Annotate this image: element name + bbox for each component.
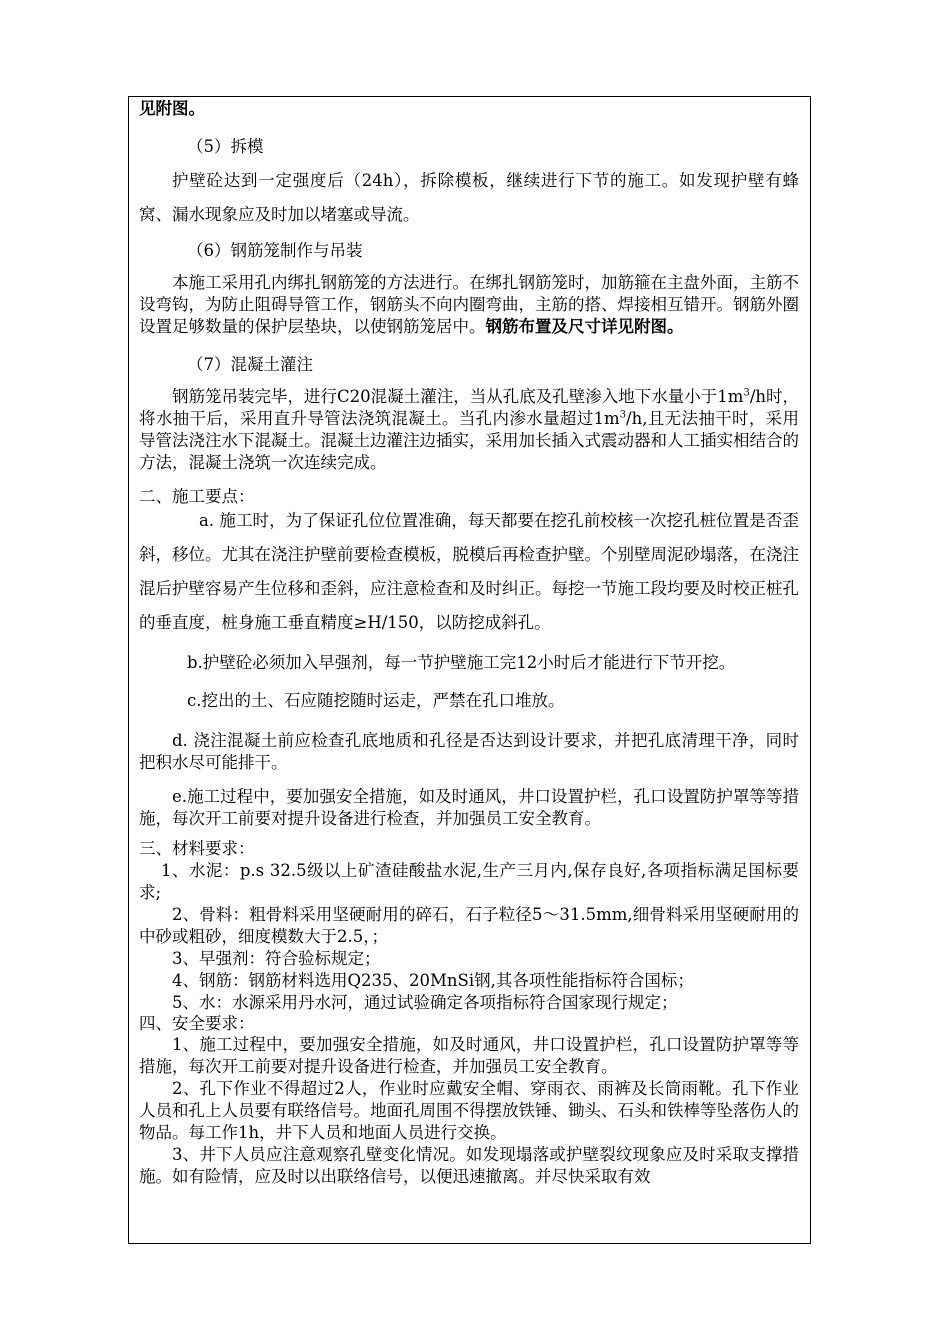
heading-rebar-cage: （6）钢筋笼制作与吊装 — [187, 241, 363, 260]
concrete-text-2: /h时，将水抽干后，采用直升导管法浇筑混凝土。当孔内渗水量超过1m — [139, 387, 800, 428]
section-heading-safety: 四、安全要求： — [139, 1014, 255, 1033]
point-c: c.挖出的土、石应随挖随时运走，严禁在孔口堆放。 — [187, 691, 565, 710]
heading-demolding: （5）拆模 — [187, 137, 264, 156]
point-d: d. 浇注混凝土前应检查孔底地质和孔径是否达到设计要求，并把孔底清理干净，同时把积水尽可能排干。 — [139, 731, 799, 772]
superscript-3a: 3 — [743, 387, 750, 399]
document-body — [139, 98, 799, 1188]
rebar-text: 本施工采用孔内绑扎钢筋笼的方法进行。在绑扎钢筋笼时，加筋箍在主盘外面，主筋不设弯钩，为防止阻碍导管工作，钢筋头不向内圈弯曲，主筋的搭、焊接相互错开。钢筋外圈设置足够数量的保护层垫块，以使钢筋笼居中。 — [139, 273, 799, 336]
safety-1: 1、施工过程中，要加强安全措施，如及时通风，井口设置护栏，孔口设置防护罩等等措施，每次开工前要对提升设备进行检查，并加强员工安全教育。 — [139, 1035, 799, 1076]
rebar-bold-text: 钢筋布置及尺寸详见附图。 — [485, 317, 684, 336]
point-a: a. 施工时，为了保证孔位位置准确，每天都要在挖孔前校核一次挖孔桩位置是否歪斜，移位。尤其在浇注护壁前要检查模板，脱模后再检查护壁。个别壁周泥砂塌落，在浇注混后护壁容易产生位移和歪斜，应注意检查和及时纠正。每挖一节施工段均要及时校正桩孔的垂直度，桩身施工垂直精度≥H/150，以防挖成斜孔。 — [139, 511, 799, 632]
point-b: b.护壁砼必须加入早强剂，每一节护壁施工完12小时后才能进行下节开挖。 — [187, 653, 736, 672]
section-heading-construction-points: 二、施工要点： — [139, 487, 255, 506]
material-4: 4、钢筋：钢筋材料选用Q235、20MnSi钢,其各项性能指标符合国标； — [172, 971, 694, 990]
concrete-text-1: 钢筋笼吊装完毕，进行C20混凝土灌注，当从孔底及孔壁渗入地下水量小于1m — [172, 387, 744, 406]
material-5: 5、水：水源采用丹水河，通过试验确定各项指标符合国家现行规定； — [172, 993, 678, 1012]
superscript-3b: 3 — [619, 409, 627, 421]
point-e: e.施工过程中，要加强安全措施，如及时通风，井口设置护栏，孔口设置防护罩等等措施，每次开工前要对提升设备进行检查，并加强员工安全教育。 — [139, 787, 799, 828]
material-3: 3、早强剂：符合验标规定； — [172, 949, 381, 968]
heading-concrete-pouring: （7）混凝土灌注 — [187, 355, 313, 374]
paragraph-demolding: 护壁砼达到一定强度后（24h），拆除模板，继续进行下节的施工。如发现护壁有蜂窝、漏水现象应及时加以堵塞或导流。 — [139, 171, 799, 224]
safety-3: 3、井下人员应注意观察孔壁变化情况。如发现塌落或护壁裂纹现象应及时采取支撑措施。如有险情，应及时以出联络信号，以便迅速撤离。并尽快采取有效 — [139, 1145, 799, 1186]
section-heading-materials: 三、材料要求： — [139, 839, 255, 858]
paragraph-rebar-cage — [139, 272, 799, 338]
safety-2: 2、孔下作业不得超过2人，作业时应戴安全帽、穿雨衣、雨裤及长筒雨靴。孔下作业人员和孔上人员要有联络信号。地面孔周围不得摆放铁锤、锄头、石头和铁棒等坠落伤人的物品。每工作1h，井下人员和地面人员进行交换。 — [139, 1079, 799, 1142]
see-figure-line: 见附图。 — [139, 99, 205, 118]
material-2: 2、骨料：粗骨料采用坚硬耐用的碎石，石子粒径5～31.5mm,细骨料采用坚硬耐用的中砂或粗砂，细度模数大于2.5，； — [139, 905, 799, 946]
concrete-text-3: /h,且无法抽干时，采用导管法浇注水下混凝土。混凝土边灌注边插实，采用加长插入式震动器和人工插实相结合的方法，混凝土浇筑一次连续完成。 — [139, 409, 799, 472]
material-1: 1、水泥：p.s 32.5级以上矿渣硅酸盐水泥,生产三月内,保存良好,各项指标满足国标要求; — [139, 861, 799, 902]
paragraph-concrete-pouring — [139, 386, 799, 474]
